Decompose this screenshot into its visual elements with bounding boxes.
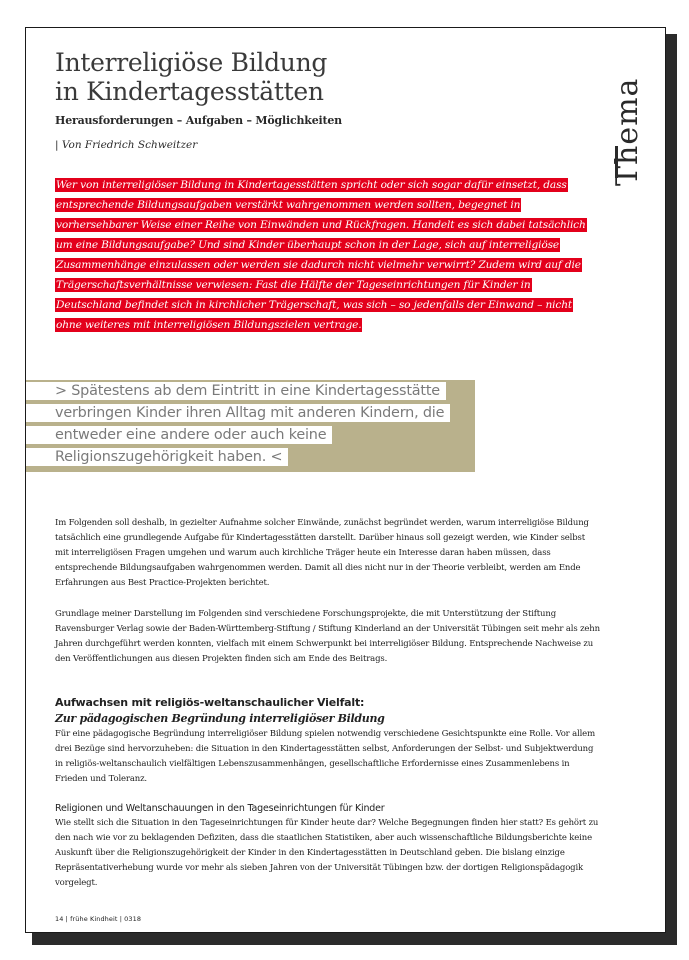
author-byline: | Von Friedrich Schweitzer [55,139,198,151]
pullquote [26,380,471,468]
intro-paragraph [55,175,595,335]
section-tab-label: Thema [610,77,645,186]
title-line-1: Interreligiöse Bildung [55,48,328,77]
page-footer: 14 | frühe Kindheit | 0318 [55,915,142,923]
section-subheading: Zur pädagogischen Begründung interreligiöser Bildung [55,712,385,725]
title-line-2: in Kindertagesstätten [55,77,324,106]
article-subtitle: Herausforderungen – Aufgaben – Möglichkeiten [55,114,342,127]
article-title [55,48,327,106]
pullquote-text: > Spätestens ab dem Eintritt in eine Kindertagesstätte verbringen Kinder ihren Alltag mit anderen Kindern, die entweder eine andere oder auch keine Religionszugehörigkeit haben. < [26,382,450,466]
section-heading: Aufwachsen mit religiös-weltanschaulicher Vielfalt: [55,696,365,709]
body-paragraph-4: Wie stellt sich die Situation in den Tageseinrichtungen für Kinder heute dar? Welche Begegnungen finden hier statt? Es gehört zu den nach wie vor zu beklagenden Defiziten, dass die staatlichen Statistiken, aber auch wissenschaftliche Bildungsberichte keine Auskunft über die Religionszugehörigkeit der Kinder in den Kindertagesstätten in Deutschland geben. Die bislang einzige Repräsentativerhebung wurde vor mehr als sieben Jahren von der Universität Tübingen bzw. der dortigen Religionspädagogik vorgelegt. [55,818,599,888]
body-paragraph-2: Grundlage meiner Darstellung im Folgenden sind verschiedene Forschungsprojekte, die mit Unterstützung der Stiftung Ravensburger Verlag sowie der Baden-Württemberg-Stiftung / Stiftung Kinderland an der Universität Tübingen seit mehr als zehn Jahren durchgeführt werden konnten, vielfach mit einem Schwerpunkt bei interreligiöser Bildung. Entsprechende Nachweise zu den Veröffentlichungen aus diesen Projekten finden sich am Ende des Beitrags. [55,609,600,664]
body-paragraph-1: Im Folgenden soll deshalb, in gezielter Aufnahme solcher Einwände, zunächst begründet werden, warum interreligiöse Bildung tatsächlich eine grundlegende Aufgabe für Kindertagesstätten darstellt. Darüber hinaus soll gezeigt werden, wie Kinder selbst mit interreligiösen Fragen umgehen und warum auch kirchliche Träger heute ein Interesse daran haben müssen, dass entsprechende Bildungsaufgaben wahrgenommen werden. Damit all dies nicht nur in der Theorie verbleibt, werden am Ende Erfahrungen aus Best Practice-Projekten berichtet. [55,518,589,588]
body-paragraph-3: Für eine pädagogische Begründung interreligiöser Bildung spielen notwendig verschiedene Gesichtspunkte eine Rolle. Vor allem drei Bezüge sind hervorzuheben: die Situation in den Kindertagesstätten selbst, Anforderungen der Selbst- und Subjektwerdung in religiös-weltanschaulich vielfältigen Lebenszusammenhängen, gesellschaftliche Erfordernisse eines Zusammenlebens in Frieden und Toleranz. [55,729,595,784]
subsection-heading: Religionen und Weltanschauungen in den Tageseinrichtungen für Kinder [55,803,385,814]
magazine-page [25,27,666,933]
intro-highlight: Wer von interreligiöser Bildung in Kindertagesstätten spricht oder sich sogar dafür einsetzt, dass entsprechende Bildungsaufgaben verstärkt wahrgenommen werden sollten, begegnet in vorhersehbarer Weise einer Reihe von Einwänden und Rückfragen. Handelt es sich dabei tatsächlich um eine Bildungsaufgabe? Und sind Kinder überhaupt schon in der Lage, sich auf interreligiöse Zusammenhänge einzulassen oder werden sie dadurch nicht vielmehr verwirrt? Zudem wird auf die Trägerschaftsverhältnisse verwiesen: Fast die Hälfte der Tageseinrichtungen für Kinder in Deutschland befindet sich in kirchlicher Trägerschaft, was sich – so jedenfalls der Einwand – nicht ohne weiteres mit interreligiösen Bildungszielen vertrage. [56,179,586,331]
